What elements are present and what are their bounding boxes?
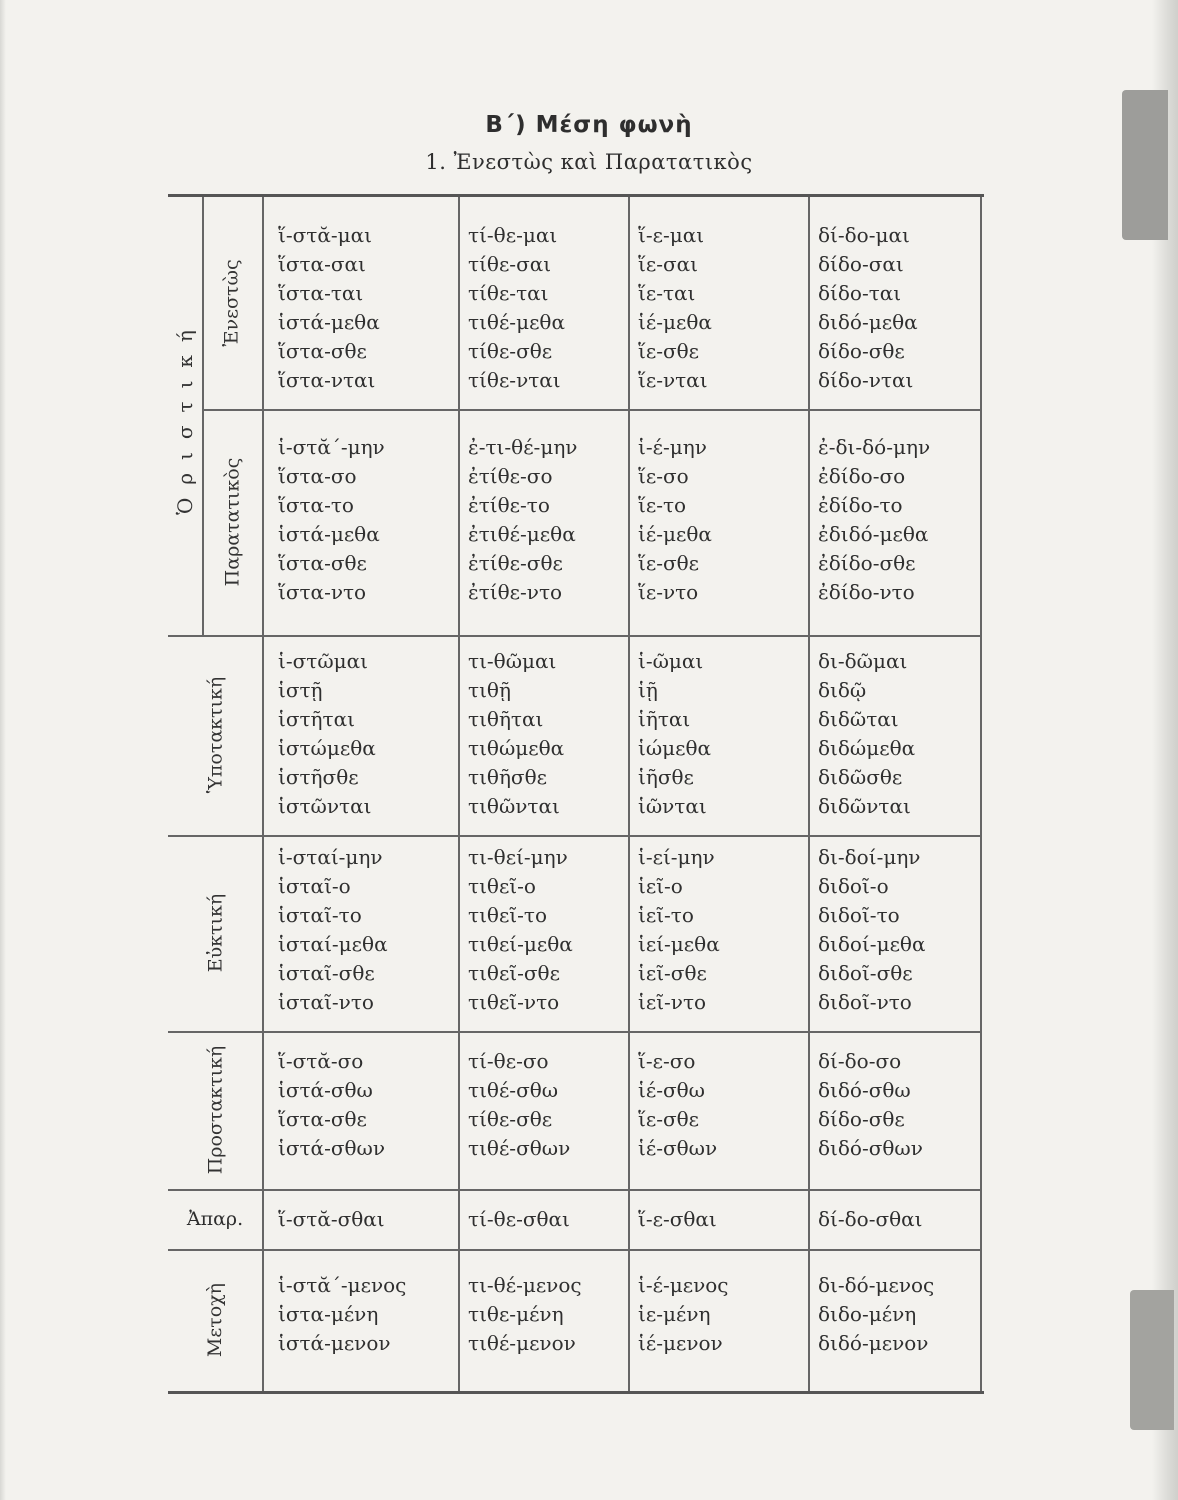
cell-enestos-4: [818, 221, 918, 395]
cell-efktiki-3: [638, 843, 720, 1017]
binding-decoration-bottom: [1130, 1290, 1174, 1430]
form-line: δί-δο-μαι: [818, 223, 910, 247]
form-line: διδό-σθων: [818, 1136, 923, 1160]
form-line: ἵ-στᾰ-σο: [278, 1049, 364, 1073]
divider-row-6: [168, 1249, 982, 1251]
form-line: ἱεῖ-ντο: [638, 990, 707, 1014]
form-line: ἵ-ε-σθαι: [638, 1207, 717, 1231]
form-line: ἐδίδο-σθε: [818, 551, 916, 575]
form-line: τιθῆσθε: [468, 765, 547, 789]
cell-prostaktiki-4: [818, 1047, 923, 1163]
form-line: ἱσταῖ-ντο: [278, 990, 374, 1014]
form-line: ἱστῆται: [278, 707, 355, 731]
cell-metochi-4: [818, 1271, 934, 1358]
form-line: τίθε-σθε: [468, 1107, 553, 1131]
form-line: διδῶνται: [818, 794, 911, 818]
form-line: τιθῶνται: [468, 794, 560, 818]
cell-ypotaktiki-3: [638, 647, 711, 821]
form-line: ἱστά-σθω: [278, 1078, 373, 1102]
form-line: ἐτίθε-σθε: [468, 551, 563, 575]
divider-row-3: [168, 835, 982, 837]
form-line: ἱέ-σθω: [638, 1078, 705, 1102]
cell-prostaktiki-2: [468, 1047, 570, 1163]
label-enestos: Ἐνεστὼς: [221, 259, 243, 347]
form-line: τί-θε-μαι: [468, 223, 558, 247]
form-line: ἱστά-μεθα: [278, 310, 380, 334]
form-line: διδοῖ-σθε: [818, 961, 913, 985]
form-line: δι-δό-μενος: [818, 1273, 935, 1297]
divider-row-4: [168, 1031, 982, 1033]
form-line: τιθέ-σθων: [468, 1136, 571, 1160]
form-line: ἐτίθε-ντο: [468, 580, 563, 604]
form-line: διδο-μένη: [818, 1302, 917, 1326]
form-line: ἱ-έ-μην: [638, 435, 707, 459]
form-line: ἵε-σθε: [638, 551, 700, 575]
form-line: ἱ-έ-μενος: [638, 1273, 729, 1297]
form-line: διδοί-μεθα: [818, 932, 926, 956]
form-line: ἵ-ε-μαι: [638, 223, 705, 247]
form-line: τιθε-μένη: [468, 1302, 564, 1326]
form-line: τιθέ-σθω: [468, 1078, 559, 1102]
form-line: τί-θε-σθαι: [468, 1207, 570, 1231]
cell-aparemfato-4: [818, 1205, 923, 1234]
label-aparemfato: Ἀπαρ.: [186, 1208, 244, 1230]
form-line: ἵστα-ται: [278, 281, 364, 305]
cell-enestos-3: [638, 221, 712, 395]
page-title: Β΄) Μέση φωνὴ: [485, 112, 693, 138]
form-line: ἱ-σταί-μην: [278, 845, 383, 869]
cell-ypotaktiki-2: [468, 647, 564, 821]
form-line: ἵε-σθε: [638, 1107, 700, 1131]
form-line: ἵστα-σθε: [278, 551, 367, 575]
form-line: ἵ-ε-σο: [638, 1049, 696, 1073]
form-line: ἵε-ντο: [638, 580, 699, 604]
cell-prostaktiki-1: [278, 1047, 385, 1163]
form-line: διδῷ: [818, 678, 867, 702]
form-line: τί-θε-σο: [468, 1049, 549, 1073]
cell-paratatikos-1: [278, 433, 385, 607]
form-line: δίδο-σαι: [818, 252, 904, 276]
form-line: διδοῖ-ντο: [818, 990, 912, 1014]
form-line: διδῶσθε: [818, 765, 903, 789]
form-line: ἱῇ: [638, 678, 658, 702]
cell-paratatikos-3: [638, 433, 712, 607]
divider-col-2: [628, 197, 630, 1391]
cell-aparemfato-3: [638, 1205, 717, 1234]
form-line: δί-δο-σθαι: [818, 1207, 923, 1231]
form-line: ἐδιδό-μεθα: [818, 522, 929, 546]
cell-paratatikos-4: [818, 433, 930, 607]
form-line: διδό-μεθα: [818, 310, 918, 334]
cell-aparemfato-2: [468, 1205, 570, 1234]
cell-paratatikos-2: [468, 433, 577, 607]
label-prostaktiki: Προστακτική: [204, 1045, 226, 1175]
form-line: ἱέ-μεθα: [638, 522, 712, 546]
form-line: ἵ-στᾰ-σθαι: [278, 1207, 385, 1231]
form-line: δίδο-νται: [818, 368, 914, 392]
form-line: τιθεῖ-ο: [468, 874, 536, 898]
divider-col-1: [458, 197, 460, 1391]
form-line: ἱέ-μεθα: [638, 310, 712, 334]
form-line: ἵστα-σαι: [278, 252, 366, 276]
form-line: ἵε-νται: [638, 368, 708, 392]
form-line: τιθώμεθα: [468, 736, 565, 760]
form-line: τιθεῖ-ντο: [468, 990, 560, 1014]
form-line: διδώμεθα: [818, 736, 916, 760]
form-line: ἱστῆσθε: [278, 765, 359, 789]
form-line: ἵ-στᾰ-μαι: [278, 223, 372, 247]
form-line: ἐτίθε-σο: [468, 464, 553, 488]
cell-ypotaktiki-1: [278, 647, 376, 821]
form-line: ἱστα-μένη: [278, 1302, 379, 1326]
form-line: ἱστά-σθων: [278, 1136, 385, 1160]
form-line: ἱστώμεθα: [278, 736, 376, 760]
form-line: δίδο-σθε: [818, 1107, 905, 1131]
form-line: ἐ-δι-δό-μην: [818, 435, 931, 459]
form-line: τιθεί-μεθα: [468, 932, 573, 956]
form-line: ἱῆται: [638, 707, 691, 731]
divider-row-5: [168, 1189, 982, 1191]
label-metochi: Μετοχὴ: [204, 1282, 226, 1358]
form-line: ἐτίθε-το: [468, 493, 550, 517]
form-line: ἵε-σθε: [638, 339, 700, 363]
conjugation-table: [168, 194, 984, 1394]
label-ypotaktiki: Ὑποτακτική: [204, 676, 226, 794]
cell-metochi-3: [638, 1271, 728, 1358]
form-line: τι-θέ-μενος: [468, 1273, 582, 1297]
form-line: τι-θῶμαι: [468, 649, 557, 673]
form-line: ἱεῖ-σθε: [638, 961, 707, 985]
form-line: τιθέ-μενον: [468, 1331, 576, 1355]
divider-col-4: [980, 197, 982, 1391]
form-line: τιθεῖ-σθε: [468, 961, 560, 985]
form-line: δι-δῶμαι: [818, 649, 908, 673]
form-line: ἱεί-μεθα: [638, 932, 720, 956]
form-line: ἱώμεθα: [638, 736, 712, 760]
form-line: τιθέ-μεθα: [468, 310, 565, 334]
form-line: ἱστῶνται: [278, 794, 372, 818]
form-line: ἱσταῖ-το: [278, 903, 362, 927]
form-line: τιθῇ: [468, 678, 511, 702]
form-line: ἱ-στᾰ΄-μενος: [278, 1273, 407, 1297]
form-line: ἱσταί-μεθα: [278, 932, 388, 956]
form-line: ἱέ-σθων: [638, 1136, 718, 1160]
page-edge-left: [0, 0, 6, 1500]
form-line: τι-θεί-μην: [468, 845, 568, 869]
form-line: τίθε-νται: [468, 368, 561, 392]
form-line: ἱσταῖ-ο: [278, 874, 351, 898]
cell-efktiki-2: [468, 843, 573, 1017]
form-line: ἱ-ῶμαι: [638, 649, 704, 673]
form-line: ἱστά-μενον: [278, 1331, 391, 1355]
cell-metochi-2: [468, 1271, 582, 1358]
form-line: δίδο-σθε: [818, 339, 905, 363]
cell-aparemfato-1: [278, 1205, 385, 1234]
form-line: ἵστα-ντο: [278, 580, 367, 604]
form-line: ἵστα-νται: [278, 368, 376, 392]
form-line: τιθῆται: [468, 707, 544, 731]
form-line: τίθε-σαι: [468, 252, 552, 276]
form-line: ἱῶνται: [638, 794, 707, 818]
form-line: διδό-σθω: [818, 1078, 911, 1102]
divider-label: [262, 197, 264, 1391]
form-line: τίθε-ται: [468, 281, 549, 305]
form-line: ἱεῖ-το: [638, 903, 694, 927]
form-line: ἵε-ται: [638, 281, 696, 305]
label-efktiki: Εὐκτική: [203, 893, 226, 973]
cell-efktiki-1: [278, 843, 388, 1017]
form-line: ἵε-σο: [638, 464, 689, 488]
cell-enestos-2: [468, 221, 565, 395]
form-line: τίθε-σθε: [468, 339, 553, 363]
form-line: διδῶται: [818, 707, 899, 731]
form-line: ἱεῖ-ο: [638, 874, 683, 898]
form-line: ἵστα-σθε: [278, 1107, 367, 1131]
cell-ypotaktiki-4: [818, 647, 915, 821]
label-paratatikos: Παρατατικὸς: [221, 457, 244, 587]
form-line: διδό-μενον: [818, 1331, 929, 1355]
form-line: ἐδίδο-το: [818, 493, 903, 517]
form-line: ἵστα-το: [278, 493, 354, 517]
divider-row-2: [168, 635, 982, 637]
form-line: ἱέ-μενον: [638, 1331, 723, 1355]
page-subtitle: 1. Ἐνεστὼς καὶ Παρατατικὸς: [425, 150, 753, 174]
form-line: ἱ-στῶμαι: [278, 649, 368, 673]
form-line: διδοῖ-το: [818, 903, 900, 927]
form-line: ἱ-στᾰ΄-μην: [278, 435, 385, 459]
cell-prostaktiki-3: [638, 1047, 717, 1163]
form-line: ἵστα-σθε: [278, 339, 367, 363]
cell-enestos-1: [278, 221, 380, 395]
form-line: ἱστῇ: [278, 678, 323, 702]
form-line: ἱῆσθε: [638, 765, 694, 789]
form-line: ἱστά-μεθα: [278, 522, 380, 546]
form-line: ἱ-εί-μην: [638, 845, 715, 869]
form-line: ἵε-το: [638, 493, 687, 517]
form-line: ἐδίδο-σο: [818, 464, 906, 488]
label-oristiki: Ὁριστική: [173, 317, 198, 515]
divider-row-1: [202, 409, 982, 411]
form-line: τιθεῖ-το: [468, 903, 548, 927]
form-line: δί-δο-σο: [818, 1049, 902, 1073]
form-line: ἵε-σαι: [638, 252, 698, 276]
form-line: διδοῖ-ο: [818, 874, 889, 898]
form-line: ἐδίδο-ντο: [818, 580, 915, 604]
form-line: ἱσταῖ-σθε: [278, 961, 375, 985]
form-line: δι-δοί-μην: [818, 845, 921, 869]
form-line: ἐ-τι-θέ-μην: [468, 435, 578, 459]
form-line: ἐτιθέ-μεθα: [468, 522, 576, 546]
form-line: ἱε-μένη: [638, 1302, 711, 1326]
divider-col-3: [808, 197, 810, 1391]
cell-metochi-1: [278, 1271, 406, 1358]
form-line: ἵστα-σο: [278, 464, 357, 488]
cell-efktiki-4: [818, 843, 925, 1017]
form-line: δίδο-ται: [818, 281, 902, 305]
